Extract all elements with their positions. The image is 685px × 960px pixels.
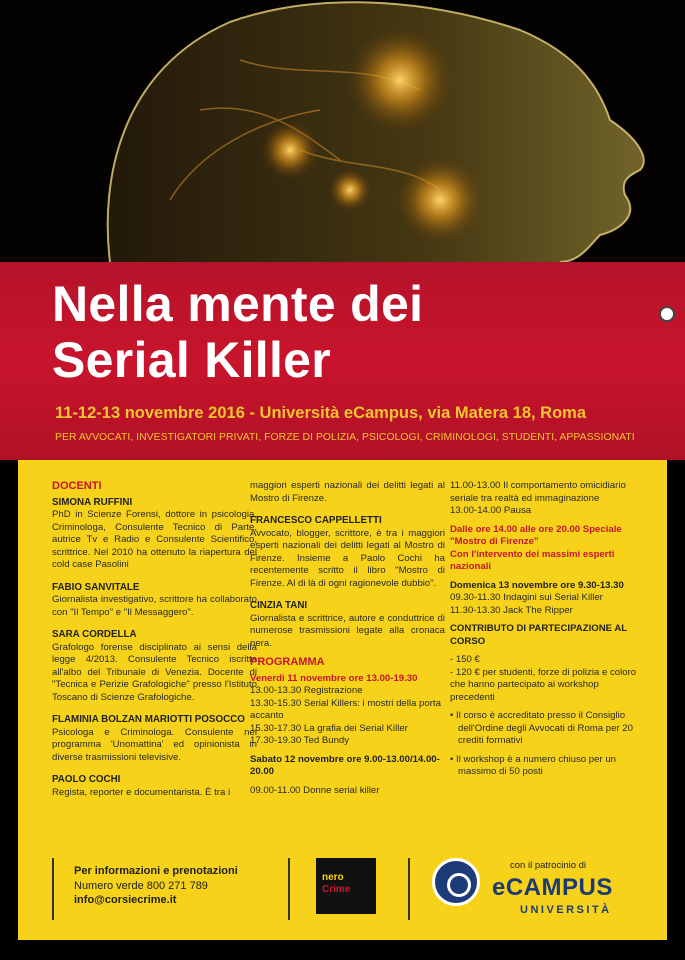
docente-bio: Grafologo forense disciplinato ai sensi della legge 4/2013. Consulente Tecnico iscritta all'albo del Tribunale di Venezia. Docente di "Tecnica e Perizie Grafologiche" presso l'Istituto Toscano di Scienze Grafologiche. [52,641,257,703]
info-title: Per informazioni e prenotazioni [74,865,238,877]
ecampus-logo: eCAMPUS [492,874,613,901]
column-right [450,480,645,779]
title-line-2: Serial Killer [52,332,332,388]
docente-name: FLAMINIA BOLZAN MARIOTTI POSOCCO [52,714,245,725]
day1-heading: Venerdì 11 novembre ore 13.00-19.30 [250,672,418,684]
docente-bio: Psicologa e Criminologa. Consulente nel programma 'Unomattina' ed opinionista in diverse trasmissioni televisive. [52,726,257,763]
docente-bio: Regista, reporter e documentarista. È tra i [52,786,231,798]
phone-number[interactable]: Numero verde 800 271 789 [74,879,208,892]
schedule-item: 09.00-11.00 Donne serial killer [250,784,380,796]
event-dates: 11-12-13 novembre 2016 - Università eCampus, via Matera 18, Roma [55,404,587,422]
docente-bio: Giornalista investigativo, scrittore ha collaborato con "Il Tempo" e "Il Messaggero". [52,594,257,618]
docente-bio: PhD in Scienze Forensi, dottore in psicologia, Criminologa, Consulente Tecnico di Parte, autrice Tv e Radio e Consulente Scientifico, scrittrice. Nel 2010 ha ottenuto la riapertura del cold case Pasolini [52,509,257,570]
contributo-heading: CONTRIBUTO DI PARTECIPAZIONE AL CORSO [450,623,627,647]
column-middle [250,480,445,797]
schedule-item: 13.00-13.30 Registrazione [250,685,363,696]
docente-name: CINZIA TANI [250,600,308,611]
contact-info [74,864,238,908]
title-band [0,262,685,460]
docente-bio: Avvocato, blogger, scrittore, è tra i maggiori esperti nazionali dei delitti legati al Mostro di Firenze. Insieme a Paolo Cochi ha recentemente scritto il libro "Mostro di Firenze. Al di là di ogni ragionevole dubbio". [250,527,445,589]
special-subheading: Con l'intervento dei massimi esperti nazionali [450,548,615,572]
schedule-item: 09.30-11.30 Indagini sui Serial Killer [450,592,603,603]
day3-heading: Domenica 13 novembre ore 9.30-13.30 [450,579,624,591]
head-silhouette-illustration [0,0,685,262]
hero-image [0,0,685,262]
decorative-badge-icon [659,306,675,322]
divider [52,858,54,920]
logo-line-2: Crime [322,884,351,895]
price-item: - 150 € [450,654,480,665]
content-panel [18,460,667,940]
docenti-heading: DOCENTI [52,480,102,492]
docente-name: FABIO SANVITALE [52,581,140,593]
patrocinio-label: con il patrocinio di [510,860,587,871]
note-item: • Il workshop è a numero chiuso per un massimo di 50 posti [450,753,617,777]
schedule-item: 13.00-14.00 Pausa [450,505,532,516]
footer [52,850,642,930]
docente-name: SARA CORDELLA [52,629,137,640]
schedule-item: 13.30-15.30 Serial Killers: i mostri della porta accanto [250,697,441,721]
page-title [52,276,612,388]
audience-line: PER AVVOCATI, INVESTIGATORI PRIVATI, FORZE DI POLIZIA, PSICOLOGI, CRIMINOLOGI, STUDENTI, APPASSIONATI [55,432,635,443]
schedule-item: 17.30-19.30 Ted Bundy [250,735,350,746]
email-link[interactable]: info@corsiecrime.it [74,894,177,906]
schedule-item: 11.00-13.00 Il comportamento omicidiario seriale tra realtà ed immaginazione [450,480,626,504]
title-line-1: Nella mente dei [52,276,424,332]
day2-heading: Sabato 12 novembre ore 9.00-13.00/14.00-20.00 [250,753,440,777]
divider [408,858,410,920]
programma-heading: PROGRAMMA [250,656,325,668]
schedule-item: 11.30-13.30 Jack The Ripper [450,604,573,616]
logo-line-1: nero [322,872,344,883]
docente-bio-continued: maggiori esperti nazionali dei delitti legati al Mostro di Firenze. [250,480,445,504]
special-heading: Dalle ore 14.00 alle ore 20.00 Speciale "Mostro di Firenze" [450,523,622,547]
note-item: • Il corso è accreditato presso il Consiglio dell'Ordine degli Avvocati di Roma per 20 crediti formativi [450,710,633,746]
ecampus-seal-icon [432,858,480,906]
divider [288,858,290,920]
docente-name: SIMONA RUFFINI [52,496,133,508]
docente-name: PAOLO COCHI [52,774,121,785]
column-docenti [52,480,257,799]
ecampus-subtitle: UNIVERSITÀ [520,904,612,916]
docente-name: FRANCESCO CAPPELLETTI [250,515,382,526]
docente-bio: Giornalista e scrittrice, autore e conduttrice di numerose trasmissioni legate alla cronaca nera. [250,612,445,649]
schedule-item: 15.30-17.30 La grafia dei Serial Killer [250,722,408,734]
price-item: - 120 € per studenti, forze di polizia e coloro che hanno partecipato ai workshop precedenti [450,666,637,703]
nero-crime-logo [316,858,376,914]
